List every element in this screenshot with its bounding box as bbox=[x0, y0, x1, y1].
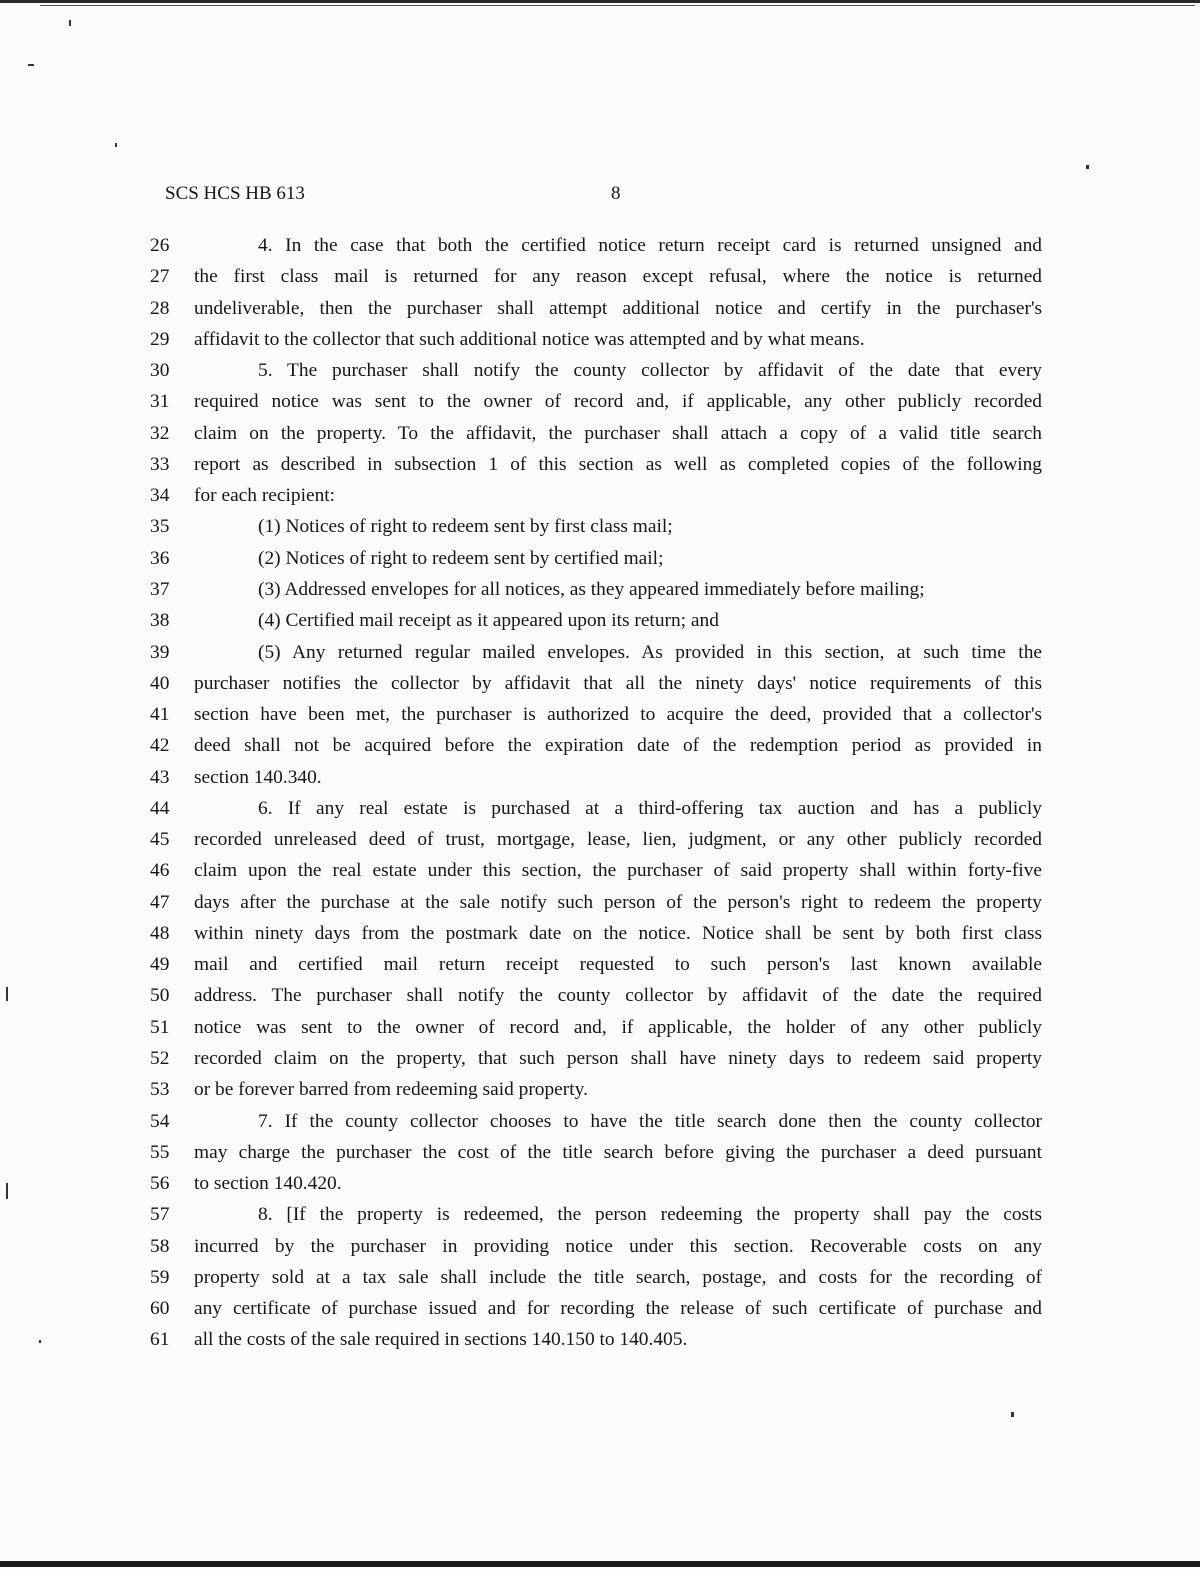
text-line bbox=[150, 1168, 1042, 1199]
page-number: 8 bbox=[611, 183, 621, 204]
line-number: 50 bbox=[150, 985, 170, 1007]
line-text: section have been met, the purchaser is authorized to acquire the deed, provided that a collector's bbox=[194, 704, 1042, 726]
text-line bbox=[150, 1106, 1042, 1137]
text-line bbox=[150, 1231, 1042, 1262]
line-text: property sold at a tax sale shall include the title search, postage, and costs for the recording of bbox=[194, 1266, 1042, 1288]
text-line bbox=[150, 637, 1042, 668]
text-line bbox=[150, 1012, 1042, 1043]
line-text: purchaser notifies the collector by affidavit that all the ninety days' notice requirements of this bbox=[194, 672, 1042, 694]
line-text: for each recipient: bbox=[194, 485, 336, 507]
line-text: recorded claim on the property, that such person shall have ninety days to redeem said property bbox=[194, 1048, 1042, 1070]
line-number: 56 bbox=[150, 1173, 170, 1195]
text-line bbox=[150, 355, 1042, 386]
text-line bbox=[150, 261, 1042, 292]
text-line bbox=[150, 543, 1042, 574]
line-text: undeliverable, then the purchaser shall attempt additional notice and certify in the purchaser's bbox=[194, 297, 1042, 319]
text-line bbox=[150, 1043, 1042, 1074]
text-line bbox=[150, 1324, 1042, 1355]
text-line bbox=[150, 730, 1042, 761]
line-number: 36 bbox=[150, 547, 170, 569]
line-number: 42 bbox=[150, 735, 170, 757]
line-text: days after the purchase at the sale notify such person of the person's right to redeem the property bbox=[194, 891, 1042, 913]
line-text: (1) Notices of right to redeem sent by first class mail; bbox=[258, 516, 673, 538]
line-text: any certificate of purchase issued and for recording the release of such certificate of purchase and bbox=[194, 1298, 1042, 1320]
line-text: 7. If the county collector chooses to have the title search done then the county collector bbox=[258, 1110, 1042, 1132]
line-number: 54 bbox=[150, 1110, 170, 1132]
line-number: 61 bbox=[150, 1329, 170, 1351]
text-line bbox=[150, 449, 1042, 480]
line-number: 59 bbox=[150, 1266, 170, 1288]
line-text: 8. [If the property is redeemed, the person redeeming the property shall pay the costs bbox=[258, 1204, 1042, 1226]
line-text: or be forever barred from redeeming said property. bbox=[194, 1079, 588, 1101]
text-line bbox=[150, 1074, 1042, 1105]
line-text: report as described in subsection 1 of this section as well as completed copies of the following bbox=[194, 453, 1042, 475]
line-text: (4) Certified mail receipt as it appeared upon its return; and bbox=[258, 610, 719, 632]
text-line bbox=[150, 824, 1042, 855]
text-line bbox=[150, 855, 1042, 886]
text-line bbox=[150, 887, 1042, 918]
scan-speck bbox=[6, 987, 8, 1001]
text-line bbox=[150, 1293, 1042, 1324]
scan-speck bbox=[115, 143, 117, 147]
line-number: 32 bbox=[150, 422, 170, 444]
line-number: 41 bbox=[150, 704, 170, 726]
line-text: claim upon the real estate under this section, the purchaser of said property shall within forty-five bbox=[194, 860, 1042, 882]
line-text: recorded unreleased deed of trust, mortgage, lease, lien, judgment, or any other publicly recorded bbox=[194, 829, 1042, 851]
top-border-inner bbox=[40, 5, 1195, 6]
line-text: (5) Any returned regular mailed envelopes. As provided in this section, at such time the bbox=[258, 641, 1042, 663]
line-text: to section 140.420. bbox=[194, 1173, 342, 1195]
line-number: 48 bbox=[150, 922, 170, 944]
line-number: 31 bbox=[150, 391, 170, 413]
text-line bbox=[150, 762, 1042, 793]
line-number: 43 bbox=[150, 766, 170, 788]
text-line bbox=[150, 230, 1042, 261]
line-number: 30 bbox=[150, 360, 170, 382]
line-number: 29 bbox=[150, 328, 170, 350]
line-number: 58 bbox=[150, 1235, 170, 1257]
line-text: notice was sent to the owner of record and, if applicable, the holder of any other publicly bbox=[194, 1016, 1042, 1038]
line-text: required notice was sent to the owner of record and, if applicable, any other publicly recorded bbox=[194, 391, 1042, 413]
text-line bbox=[150, 949, 1042, 980]
bottom-border bbox=[0, 1561, 1200, 1567]
line-text: 4. In the case that both the certified notice return receipt card is returned unsigned and bbox=[258, 235, 1042, 256]
line-number: 28 bbox=[150, 297, 170, 319]
line-number: 40 bbox=[150, 672, 170, 694]
text-line bbox=[150, 699, 1042, 730]
line-number: 47 bbox=[150, 891, 170, 913]
line-number: 52 bbox=[150, 1048, 170, 1070]
line-number: 60 bbox=[150, 1298, 170, 1320]
text-line bbox=[150, 480, 1042, 511]
scan-speck bbox=[1011, 1412, 1014, 1417]
text-line bbox=[150, 1137, 1042, 1168]
line-text: section 140.340. bbox=[194, 766, 322, 788]
line-number: 57 bbox=[150, 1204, 170, 1226]
line-number: 45 bbox=[150, 829, 170, 851]
line-number: 38 bbox=[150, 610, 170, 632]
scan-speck bbox=[6, 1183, 8, 1199]
line-text: mail and certified mail return receipt requested to such person's last known available bbox=[194, 954, 1042, 976]
bill-number: SCS HCS HB 613 bbox=[165, 183, 305, 204]
line-number: 51 bbox=[150, 1016, 170, 1038]
scan-speck bbox=[28, 64, 34, 66]
line-text: (2) Notices of right to redeem sent by certified mail; bbox=[258, 547, 664, 569]
text-line bbox=[150, 793, 1042, 824]
line-text: deed shall not be acquired before the expiration date of the redemption period as provided in bbox=[194, 735, 1042, 757]
scan-speck bbox=[39, 1340, 41, 1343]
line-number: 46 bbox=[150, 860, 170, 882]
text-line bbox=[150, 293, 1042, 324]
page-header bbox=[165, 183, 765, 211]
line-number: 44 bbox=[150, 797, 170, 819]
text-line bbox=[150, 386, 1042, 417]
line-text: may charge the purchaser the cost of the title search before giving the purchaser a deed pursuant bbox=[194, 1141, 1042, 1163]
text-line bbox=[150, 1262, 1042, 1293]
line-text: incurred by the purchaser in providing notice under this section. Recoverable costs on any bbox=[194, 1235, 1042, 1257]
scan-speck bbox=[1086, 165, 1089, 169]
line-number: 26 bbox=[150, 235, 170, 256]
line-number: 34 bbox=[150, 485, 170, 507]
text-line bbox=[150, 918, 1042, 949]
line-number: 39 bbox=[150, 641, 170, 663]
line-text: (3) Addressed envelopes for all notices, as they appeared immediately before mailing; bbox=[258, 578, 925, 600]
text-line bbox=[150, 980, 1042, 1011]
scan-speck bbox=[69, 20, 71, 26]
text-line bbox=[150, 574, 1042, 605]
line-number: 27 bbox=[150, 266, 170, 288]
top-border bbox=[0, 0, 1200, 3]
text-line bbox=[150, 668, 1042, 699]
line-text: affidavit to the collector that such additional notice was attempted and by what means. bbox=[194, 328, 865, 350]
line-number: 33 bbox=[150, 453, 170, 475]
text-line bbox=[150, 605, 1042, 636]
line-text: address. The purchaser shall notify the county collector by affidavit of the date the required bbox=[194, 985, 1042, 1007]
line-number: 55 bbox=[150, 1141, 170, 1163]
line-text: 6. If any real estate is purchased at a third-offering tax auction and has a publicly bbox=[258, 797, 1042, 819]
text-line bbox=[150, 511, 1042, 542]
line-text: claim on the property. To the affidavit, the purchaser shall attach a copy of a valid title search bbox=[194, 422, 1042, 444]
line-text: all the costs of the sale required in sections 140.150 to 140.405. bbox=[194, 1329, 688, 1351]
line-text: 5. The purchaser shall notify the county collector by affidavit of the date that every bbox=[258, 360, 1042, 382]
text-line bbox=[150, 418, 1042, 449]
text-line bbox=[150, 324, 1042, 355]
line-text: within ninety days from the postmark date on the notice. Notice shall be sent by both first class bbox=[194, 922, 1042, 944]
text-line bbox=[150, 1199, 1042, 1230]
line-text: the first class mail is returned for any reason except refusal, where the notice is returned bbox=[194, 266, 1042, 288]
line-number: 49 bbox=[150, 954, 170, 976]
line-number: 37 bbox=[150, 578, 170, 600]
line-number: 53 bbox=[150, 1079, 170, 1101]
line-number: 35 bbox=[150, 516, 170, 538]
